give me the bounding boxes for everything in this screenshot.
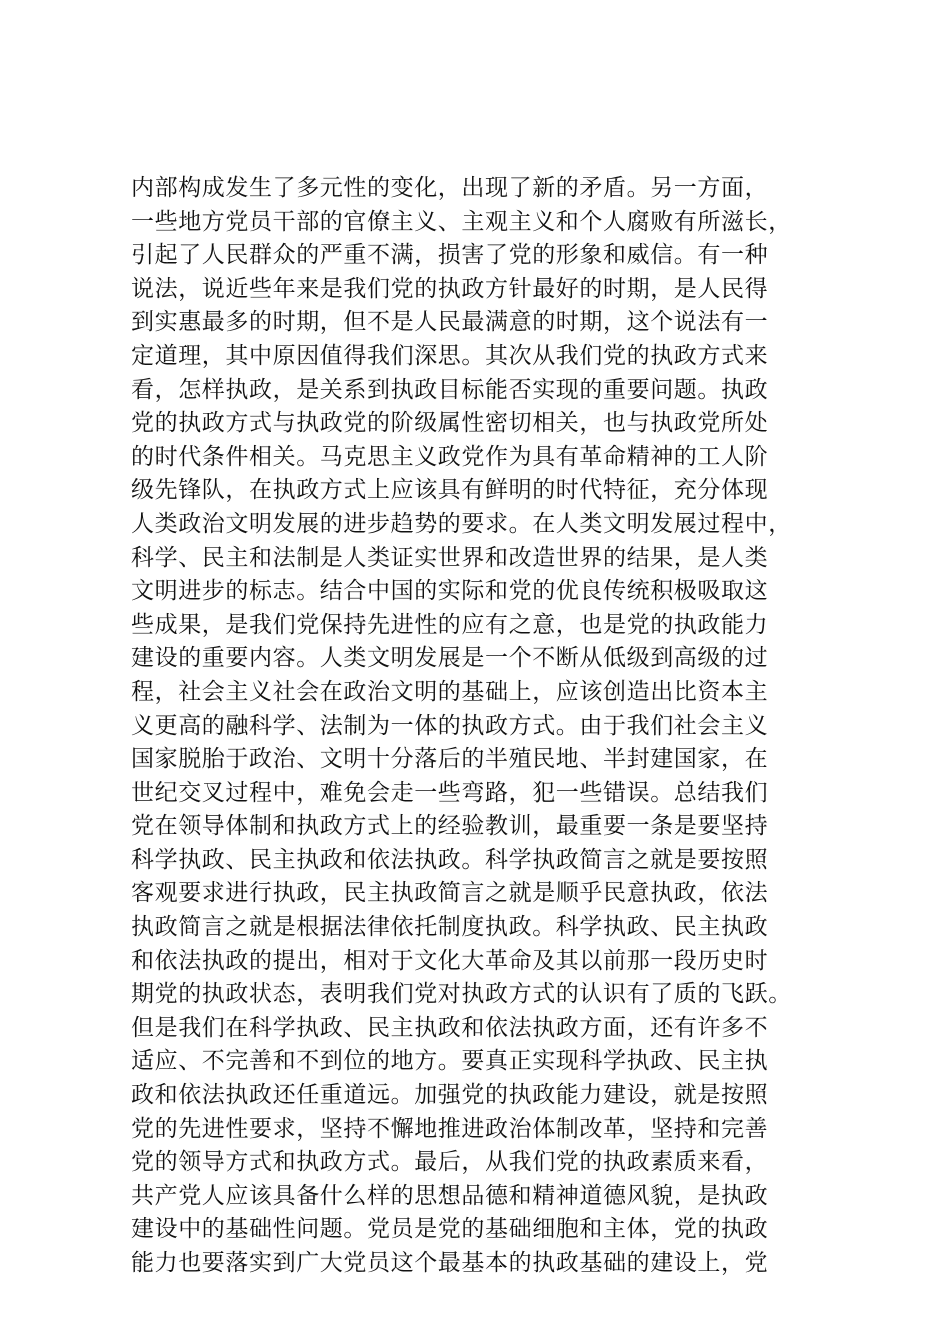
text-line: 国家脱胎于政治、文明十分落后的半殖民地、半封建国家，在 bbox=[131, 746, 769, 773]
text-line: 能力也要落实到广大党员这个最基本的执政基础的建设上，党 bbox=[131, 1250, 769, 1276]
text-line: 说法，说近些年来是我们党的执政方针最好的时期，是人民得 bbox=[131, 275, 769, 302]
text-line: 政和依法执政还任重道远。加强党的执政能力建设，就是按照 bbox=[131, 1082, 769, 1109]
text-line: 到实惠最多的时期，但不是人民最满意的时期，这个说法有一 bbox=[131, 309, 769, 336]
text-line: 级先锋队，在执政方式上应该具有鲜明的时代特征，充分体现 bbox=[131, 477, 769, 504]
text-line: 内部构成发生了多元性的变化，出现了新的矛盾。另一方面， bbox=[131, 175, 769, 201]
text-line: 程，社会主义社会在政治文明的基础上，应该创造出比资本主 bbox=[131, 678, 769, 705]
text-line: 期党的执政状态，表明我们党对执政方式的认识有了质的飞跃。 bbox=[131, 981, 792, 1008]
text-line: 文明进步的标志。结合中国的实际和党的优良传统积极吸取这 bbox=[131, 578, 769, 605]
text-line: 执政简言之就是根据法律依托制度执政。科学执政、民主执政 bbox=[131, 914, 769, 941]
text-line: 些成果，是我们党保持先进性的应有之意，也是党的执政能力 bbox=[131, 611, 769, 638]
text-line: 但是我们在科学执政、民主执政和依法执政方面，还有许多不 bbox=[131, 1014, 769, 1041]
text-line: 党的领导方式和执政方式。最后，从我们党的执政素质来看， bbox=[131, 1149, 769, 1176]
text-line: 义更高的融科学、法制为一体的执政方式。由于我们社会主义 bbox=[131, 712, 769, 739]
body-text bbox=[131, 172, 831, 1281]
text-line: 定道理，其中原因值得我们深思。其次从我们党的执政方式来 bbox=[131, 342, 769, 369]
text-line: 科学执政、民主执政和依法执政。科学执政简言之就是要按照 bbox=[131, 846, 769, 873]
text-line: 科学、民主和法制是人类证实世界和改造世界的结果，是人类 bbox=[131, 544, 769, 571]
text-line: 世纪交叉过程中，难免会走一些弯路，犯一些错误。总结我们 bbox=[131, 779, 769, 806]
text-line: 党在领导体制和执政方式上的经验教训，最重要一条是要坚持 bbox=[131, 813, 769, 840]
text-line: 的时代条件相关。马克思主义政党作为具有革命精神的工人阶 bbox=[131, 443, 769, 470]
text-line: 客观要求进行执政，民主执政简言之就是顺乎民意执政，依法 bbox=[131, 880, 769, 907]
text-line: 党的先进性要求，坚持不懈地推进政治体制改革，坚持和完善 bbox=[131, 1115, 769, 1142]
text-line: 引起了人民群众的严重不满，损害了党的形象和威信。有一种 bbox=[131, 242, 769, 269]
text-line: 一些地方党员干部的官僚主义、主观主义和个人腐败有所滋长， bbox=[131, 208, 792, 235]
text-line: 共产党人应该具备什么样的思想品德和精神道德风貌，是执政 bbox=[131, 1182, 769, 1209]
text-line: 和依法执政的提出，相对于文化大革命及其以前那一段历史时 bbox=[131, 947, 769, 974]
text-line: 建设的重要内容。人类文明发展是一个不断从低级到高级的过 bbox=[131, 645, 769, 672]
text-line: 人类政治文明发展的进步趋势的要求。在人类文明发展过程中， bbox=[131, 510, 792, 537]
text-line: 看，怎样执政，是关系到执政目标能否实现的重要问题。执政 bbox=[131, 376, 769, 403]
text-line: 党的执政方式与执政党的阶级属性密切相关，也与执政党所处 bbox=[131, 410, 769, 437]
text-line: 建设中的基础性问题。党员是党的基础细胞和主体，党的执政 bbox=[131, 1216, 769, 1243]
text-line: 适应、不完善和不到位的地方。要真正实现科学执政、民主执 bbox=[131, 1048, 769, 1075]
